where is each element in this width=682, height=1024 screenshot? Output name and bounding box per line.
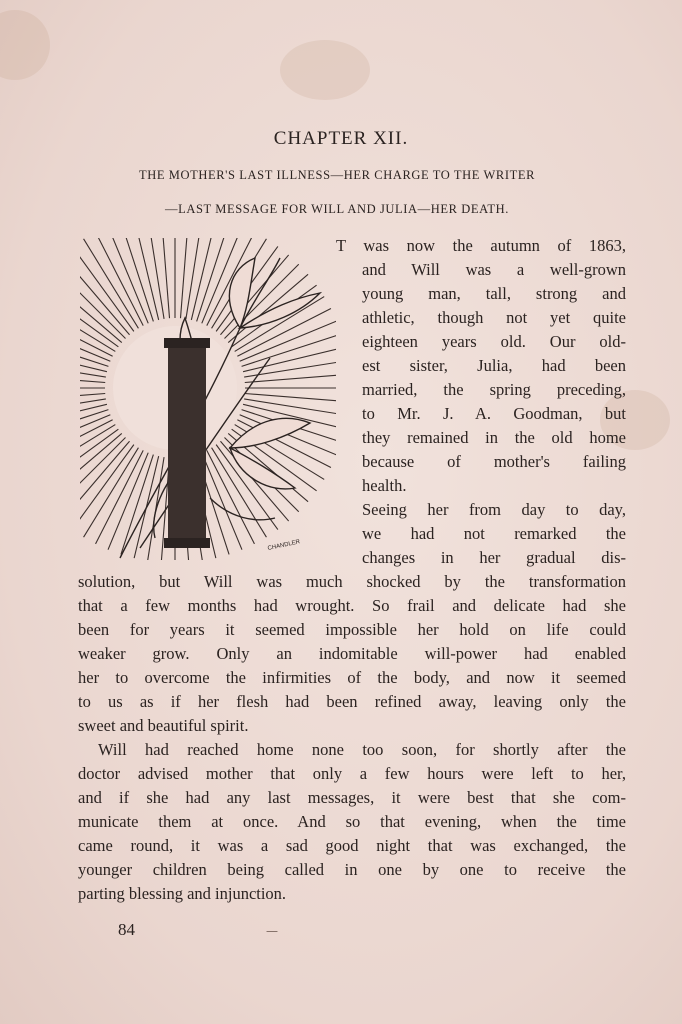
text-line: they remained in the old home <box>362 428 626 447</box>
text-line: her to overcome the infirmities of the body, and now it seemed <box>78 668 626 687</box>
sunburst-ray <box>108 453 148 550</box>
text-line: solution, but Will was much shocked by the transformation <box>78 572 626 591</box>
text-line: changes in her gradual dis- <box>362 548 626 567</box>
sunburst-ray <box>84 448 139 538</box>
sunburst-ray <box>80 437 126 511</box>
chapter-title: CHAPTER XII. <box>273 128 409 149</box>
paper-stain <box>280 40 370 100</box>
sunburst-ray <box>80 425 115 480</box>
text-line: doctor advised mother that only a few hours were left to her, <box>78 764 626 783</box>
sunburst-ray <box>80 321 110 361</box>
sunburst-ray <box>191 238 216 320</box>
sunburst-ray <box>84 239 139 329</box>
sunburst-ray <box>80 285 118 347</box>
sunburst-ray <box>240 321 336 361</box>
text-line: because of mother's failing <box>362 452 626 471</box>
text-line: we had not remarked the <box>362 524 626 543</box>
page-number: 84 <box>118 920 135 939</box>
sunburst-ray <box>80 246 134 331</box>
text-line: Will had reached home none too soon, for shortly after the <box>98 740 626 759</box>
text-line: est sister, Julia, had been <box>362 356 626 375</box>
ornament-dash-icon: — <box>266 924 278 938</box>
text-line: younger children being called in one by one to receive the <box>78 860 626 879</box>
text-line: Seeing her from day to day, <box>362 500 626 519</box>
sunburst-ray <box>202 453 242 550</box>
text-line: came round, it was a sad good night that was exchanged, the <box>78 836 626 855</box>
text-line: married, the spring preceding, <box>362 380 626 399</box>
sunburst-ray <box>244 399 336 415</box>
paper-stain <box>0 10 50 80</box>
text-line: and Will was a well-grown <box>362 260 626 279</box>
text-line: to us as if her flesh had been refined away, leaving only the <box>78 692 626 711</box>
text-line: and if she had any last messages, it were best that she com- <box>78 788 626 807</box>
chapter-subtitle-line-1: THE MOTHER'S LAST ILLNESS—HER CHARGE TO THE WRITER <box>138 168 536 182</box>
text-line: parting blessing and injunction. <box>78 884 287 903</box>
text-line: to Mr. J. A. Goodman, but <box>362 404 626 423</box>
sunburst-ray <box>96 238 144 326</box>
text-line: health. <box>362 476 407 495</box>
sunburst-ray <box>80 297 115 352</box>
engraver-signature: CHANDLER <box>267 539 301 552</box>
sunburst-ray <box>245 393 336 401</box>
drop-cap-illustration <box>80 238 336 560</box>
chapter-subtitle-line-2: —LAST MESSAGE FOR WILL AND JULIA—HER DEATH. <box>165 202 509 216</box>
text-line: eighteen years old. Our old- <box>362 332 626 351</box>
sunburst-ray <box>245 374 336 382</box>
text-line: young man, tall, strong and <box>362 284 626 303</box>
sunburst-ray <box>80 445 134 530</box>
sunburst-ray <box>80 429 118 491</box>
text-line: municate them at once. And so that evening, when the time <box>78 812 626 831</box>
sunburst-ray <box>134 238 159 320</box>
drop-cap-letter-i <box>164 338 210 548</box>
text-line: athletic, though not yet quite <box>362 308 626 327</box>
text-line: sweet and beautiful spirit. <box>78 716 249 735</box>
sunburst-ray <box>80 415 110 455</box>
text-line: that a few months had wrought. So frail and delicate had she <box>78 596 626 615</box>
sunburst-ray <box>80 264 126 338</box>
text-line: been for years it seemed impossible her hold on life could <box>78 620 626 639</box>
text-line: weaker grow. Only an indomitable will-power had enabled <box>78 644 626 663</box>
text-line: T was now the autumn of 1863, <box>336 236 626 255</box>
